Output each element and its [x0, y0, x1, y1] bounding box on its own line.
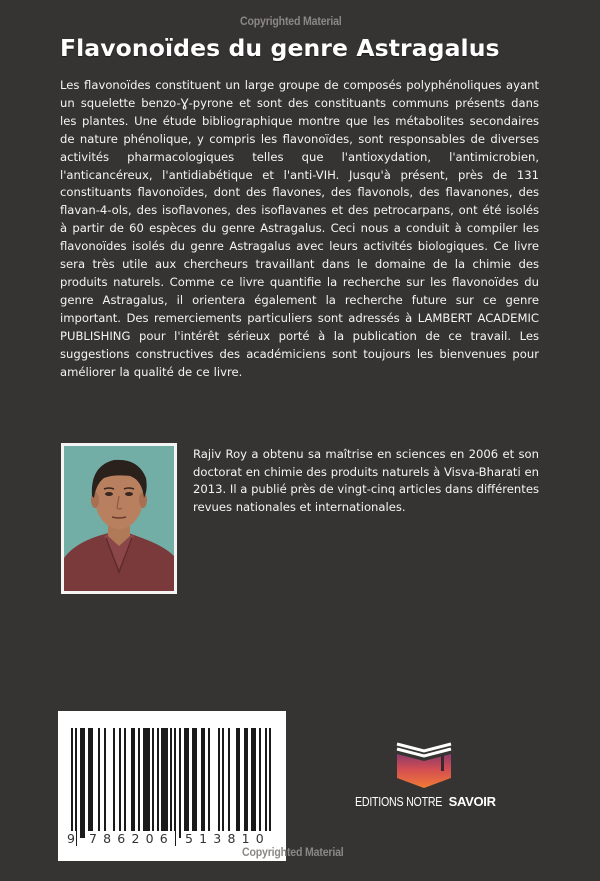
book-stack-logo-icon	[393, 740, 455, 790]
barcode-bars-icon	[71, 728, 273, 846]
publisher-logo	[393, 740, 455, 790]
barcode-left-digits: 786206	[89, 831, 174, 846]
copyright-watermark-top: Copyrighted Material	[240, 16, 342, 28]
publisher-name-bold: SAVOIR	[448, 794, 496, 809]
copyright-watermark-bottom: Copyrighted Material	[242, 847, 344, 859]
author-photo	[61, 443, 177, 594]
book-description: Les flavonoïdes constituent un large groupe de composés polyphénoliques ayant un squelette benzo-Ɣ-pyrone et sont des constituants communs présents dans les plantes. Une étude bibliographique montre que les métabolites secondaires de nature phénolique, y compris les flavonoïdes, sont responsables de diverses activités pharmacologiques telles que l'antioxydation, l'antimicrobien, l'anticancéreux, l'antidiabétique et l'anti-VIH. Jusqu'à présent, près de 131 constituants flavonoïdes, dont des flavones, des flavonols, des flavanones, des flavan-4-ols, des isoflavones, des isoflavanes et des petrocarpans, ont été isolés à partir de 60 espèces du genre Astragalus. Ceci nous a conduit à compiler les flavonoïdes isolés du genre Astragalus avec leurs activités biologiques. Ce livre sera très utile aux chercheurs travaillant dans le domaine de la chimie des produits naturels. Comme ce livre quantifie la recherche sur les flavonoïdes du genre Astragalus, il orientera également la recherche future sur ce genre important. Des remerciements particuliers sont adressés à LAMBERT ACADEMIC PUBLISHING pour l'intérêt sérieux porté à la publication de ce travail. Les suggestions constructives des académiciens sont toujours les bienvenues pour améliorer la qualité de ce livre.	[60, 78, 539, 379]
author-bio: Rajiv Roy a obtenu sa maîtrise en sciences en 2006 et son doctorat en chimie des produits naturels à Visva-Bharati en 2013. Il a publié près de vingt-cinq articles dans différentes revues nationales et internationales.	[193, 447, 539, 514]
barcode-right-digits: 513810	[185, 831, 270, 846]
publisher-name-light: EDITIONS NOTRE	[355, 794, 443, 809]
author-portrait-icon	[64, 446, 174, 591]
barcode-lead-digit: 9	[67, 831, 75, 846]
book-title: Flavonoïdes du genre Astragalus	[60, 34, 500, 62]
publisher-name	[355, 794, 496, 809]
isbn-barcode	[58, 711, 286, 861]
